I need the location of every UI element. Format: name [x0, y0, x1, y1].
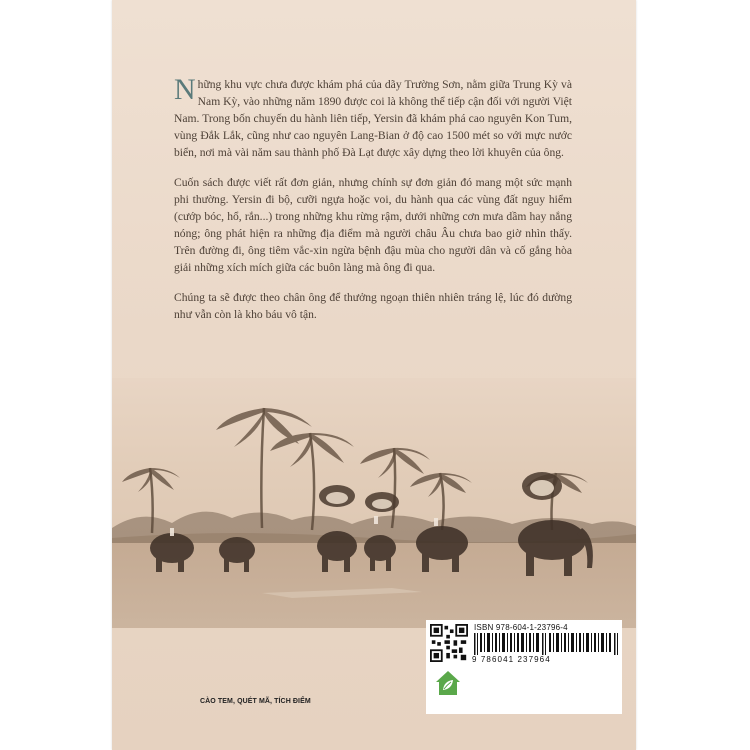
dropcap-letter: N: [174, 73, 196, 106]
barcode-icon: [474, 633, 620, 655]
isbn-barcode-label: [426, 620, 622, 714]
synopsis-paragraph-2: Cuốn sách được viết rất đơn giản, nhưng chính sự đơn giản đó mang một sức mạnh phi thường. Yersin đi bộ, cưỡi ngựa hoặc voi, du hành qua các vùng đất nguy hiểm (cướp bóc, hổ, rắn...) trong những khu rừng rậm, dưới những cơn mưa dầm hay nắng nóng; ông phát hiện ra những địa điểm mà người châu Âu chưa bao giờ nhìn thấy. Trên đường đi, ông tiêm vắc-xin ngừa bệnh đậu mùa cho người dân và cố gắng hòa giải những xích mích giữa các buôn làng mà ông đi qua.: [174, 176, 572, 274]
isbn-number: ISBN 978-604-1-23796-4: [474, 623, 568, 632]
scratch-scan-promo: CÀO TEM, QUÉT MÃ, TÍCH ĐIỂM: [200, 698, 311, 705]
synopsis-paragraph-3: Chúng ta sẽ được theo chân ông để thưởng ngoạn thiên nhiên tráng lệ, lúc đó dường như vẫn còn là kho báu vô tận.: [174, 291, 572, 321]
book-back-cover: [112, 0, 636, 750]
paragraph-1-text: hững khu vực chưa được khám phá của dãy Trường Sơn, nằm giữa Trung Kỳ và Nam Kỳ, vào những năm 1890 được coi là không thể tiếp cận đối với người Việt Nam. Trong bốn chuyến du hành liên tiếp, Yersin đã khám phá cao nguyên Kon Tum, vùng Đắk Lắk, cũng như cao nguyên Lang-Bian ở độ cao 1500 mét so với mực nước biển, nơi mà vài năm sau thành phố Đà Lạt được xây dựng theo lời khuyên của ông.: [174, 78, 572, 159]
qr-code-icon: [430, 624, 468, 662]
elephants-caravan-photo: [112, 378, 636, 628]
barcode-number: 9 786041 237964: [472, 655, 551, 664]
synopsis-paragraph-1: [174, 73, 572, 161]
house-leaf-logo-icon: [434, 668, 462, 698]
synopsis-text: [174, 73, 572, 336]
